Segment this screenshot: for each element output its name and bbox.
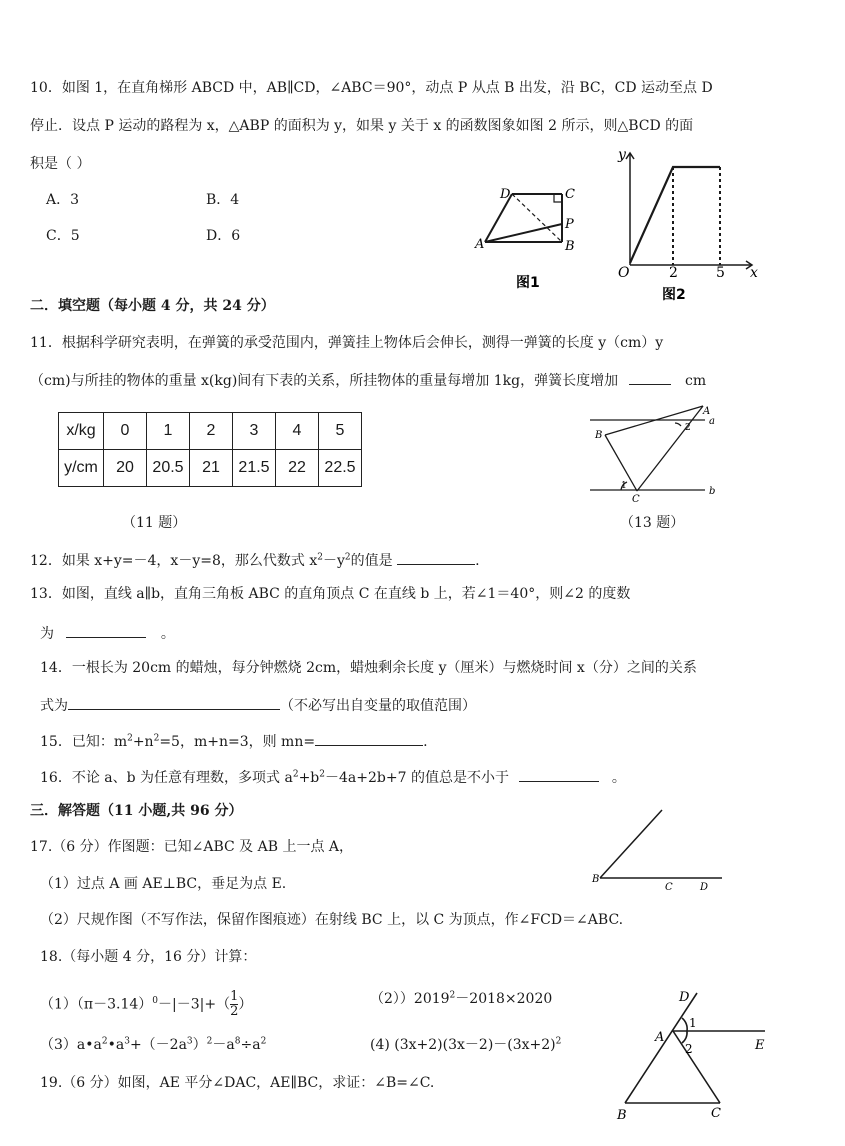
q19-label-d: D [679, 990, 690, 1005]
q10-figure-2 [600, 145, 765, 305]
q18-title: 18.（每小题 4 分，16 分）计算： [40, 949, 257, 965]
q15-exp-1: 2 [127, 733, 133, 744]
q13-label-b: B [595, 430, 603, 441]
q17-label-c: C [665, 882, 673, 893]
q15-text-mid2: =5，m+n=3，则 mn= [159, 734, 316, 750]
q18-fraction-den: 2 [230, 1004, 239, 1019]
q12-text-mid: －y [322, 553, 345, 569]
fig1-label-p: P [565, 217, 574, 232]
section-2-title: 二．填空题（每小题 4 分，共 24 分） [30, 298, 275, 314]
q18-p1-mid: －|－3|+（ [158, 996, 231, 1013]
q18-p2-post: －2018×2020 [455, 991, 553, 1007]
q14-line-2-post: （不必写出自变量的取值范围） [280, 698, 476, 714]
fig1-caption: 图1 [516, 275, 540, 291]
q14-line-2-pre: 式为 [40, 698, 68, 714]
q10-line-2: 停止．设点 P 运动的路程为 x，△ABP 的面积为 y，如果 y 关于 x 的函数图象如图 2 所示，则△BCD 的面 [30, 118, 694, 134]
table-cell: 22 [276, 450, 319, 487]
q17-line-1: 17.（6 分）作图题：已知∠ABC 及 AB 上一点 A， [30, 839, 354, 855]
q16-text-end: 。 [611, 770, 626, 786]
q16-answer-blank[interactable] [519, 767, 599, 782]
q17-label-d: D [700, 882, 709, 893]
table-cell: 2 [190, 413, 233, 450]
q12-text-pre: 12．如果 x+y=－4，x－y=8，那么代数式 x [30, 553, 318, 569]
q10-figure-1 [470, 180, 600, 295]
q11-caption: （11 题） [122, 515, 187, 531]
table-cell: 5 [319, 413, 362, 450]
q17-label-b: B [592, 874, 600, 885]
q12-text-post: 的值是 [350, 553, 393, 569]
table-cell: 22.5 [319, 450, 362, 487]
q18-part-2 [370, 990, 552, 1008]
fig2-label-x: x [750, 265, 758, 281]
table-cell: 20 [104, 450, 147, 487]
q18-p1-exp: 0 [152, 995, 159, 1006]
table-cell: x/kg [59, 413, 104, 450]
q15-line [40, 731, 428, 751]
q17-sub-1: （1）过点 A 画 AE⊥BC，垂足为点 E. [40, 876, 287, 892]
q16-text-mid2: －4a+2b+7 的值总是不小于 [325, 770, 509, 786]
q19-angle-2: 2 [685, 1042, 693, 1056]
q11-line-2-text: （cm)与所挂的物体的重量 x(kg)间有下表的关系，所挂物体的重量每增加 1kg，弹簧长度增加 [30, 373, 619, 389]
q16-exp-2: 2 [319, 769, 325, 780]
q18-p3-c: ） [192, 1037, 207, 1053]
q13-line-2-pre: 为 [40, 626, 54, 642]
q18-p3-d: －a [212, 1037, 235, 1053]
table-cell: 21.5 [233, 450, 276, 487]
q16-exp-1: 2 [292, 769, 299, 780]
q13-label-line-a: a [709, 416, 715, 427]
q11-answer-blank[interactable] [629, 370, 671, 385]
q18-fraction-num: 1 [230, 989, 239, 1004]
table-cell: 3 [233, 413, 276, 450]
q13-label-line-b: b [709, 486, 716, 497]
q16-text-mid1: +b [298, 770, 320, 786]
q18-p3-exp-6: 2 [260, 1036, 267, 1047]
table-row [59, 450, 362, 487]
q18-p3-exp-3: 3 [186, 1036, 193, 1047]
q13-angle-1: 1 [621, 481, 627, 491]
q10-line-3: 积是（ ） [30, 156, 91, 172]
q12-answer-blank[interactable] [397, 550, 475, 565]
q13-angle-2: 2 [685, 423, 691, 433]
q18-p2-pre: （2））2019 [370, 991, 450, 1007]
q11-table [58, 412, 362, 487]
q15-answer-blank[interactable] [315, 731, 423, 746]
q14-line-2 [40, 695, 476, 715]
q18-p3-a: •a [107, 1037, 125, 1053]
q12-exp-1: 2 [317, 552, 323, 563]
table-cell: 4 [276, 413, 319, 450]
q18-p3-exp-4: 2 [206, 1036, 213, 1047]
q19-angle-1: 1 [689, 1016, 697, 1030]
q10-option-c: C．5 [46, 228, 80, 244]
q11-line-2 [30, 370, 706, 390]
q15-exp-2: 2 [153, 733, 160, 744]
q14-line-1: 14．一根长为 20cm 的蜡烛，每分钟燃烧 2cm，蜡烛剩余长度 y（厘米）与燃烧时间 x（分）之间的关系 [40, 660, 697, 676]
q19-label-b: B [617, 1108, 627, 1123]
fig2-tick-2: 2 [669, 265, 678, 281]
q19-label-a: A [655, 1030, 665, 1045]
q16-line [40, 767, 626, 787]
q18-p3-b: +（－2a [129, 1037, 187, 1053]
q13-line-2-post: 。 [160, 626, 175, 642]
q18-part-4 [370, 1036, 561, 1054]
q19-line-1: 19.（6 分）如图，AE 平分∠DAC，AE∥BC，求证：∠B=∠C. [40, 1075, 435, 1091]
q13-label-a: A [703, 406, 711, 417]
q18-p4-text: (4) (3x+2)(3x－2)－(3x+2) [370, 1037, 556, 1053]
q10-line-1: 10．如图 1，在直角梯形 ABCD 中，AB∥CD，∠ABC＝90°，动点 P 从点 B 出发，沿 BC，CD 运动至点 D [30, 80, 713, 96]
fig1-label-b: B [565, 239, 575, 254]
q18-p2-exp: 2 [449, 990, 456, 1001]
q18-p3-pre: （3）a•a [40, 1037, 102, 1053]
q10-option-d: D．6 [206, 228, 241, 244]
table-cell: 20.5 [147, 450, 190, 487]
q13-figure [585, 402, 725, 507]
q18-p3-exp-1: 2 [101, 1036, 108, 1047]
fig1-label-c: C [565, 187, 575, 202]
fig1-label-a: A [475, 237, 485, 252]
table-row [59, 413, 362, 450]
q12-exp-2: 2 [344, 552, 351, 563]
q13-caption: （13 题） [620, 515, 685, 531]
table-cell: y/cm [59, 450, 104, 487]
q10-option-b: B．4 [206, 192, 240, 208]
q18-p4-exp: 2 [555, 1036, 562, 1047]
q14-answer-blank[interactable] [68, 695, 280, 710]
q18-p3-exp-5: 8 [234, 1036, 241, 1047]
fig2-caption: 图2 [662, 287, 686, 303]
q12-text-end: . [475, 553, 480, 569]
fig2-label-y: y [618, 147, 626, 163]
q18-p3-e: ÷a [240, 1037, 261, 1053]
section-3-title: 三．解答题（11 小题,共 96 分） [30, 803, 243, 819]
q13-answer-blank[interactable] [66, 623, 146, 638]
q16-text-pre: 16．不论 a、b 为任意有理数，多项式 a [40, 770, 293, 786]
q19-label-c: C [711, 1106, 721, 1121]
q13-line-1: 13．如图，直线 a∥b，直角三角板 ABC 的直角顶点 C 在直线 b 上，若∠1＝40°，则∠2 的度数 [30, 586, 631, 602]
q11-line-1: 11．根据科学研究表明，在弹簧的承受范围内，弹簧挂上物体后会伸长，测得一弹簧的长度 y（cm）y [30, 335, 664, 351]
q17-figure [590, 800, 730, 895]
q18-p1-pre: （1）（π－3.14） [40, 996, 153, 1013]
q12-line [30, 550, 480, 570]
fig2-label-o: O [618, 265, 630, 281]
fig1-label-d: D [500, 187, 511, 202]
q19-label-e: E [755, 1038, 765, 1053]
table-cell: 1 [147, 413, 190, 450]
fig2-tick-5: 5 [716, 265, 725, 281]
q10-option-a: A．3 [46, 192, 80, 208]
table-cell: 0 [104, 413, 147, 450]
q17-sub-2: （2）尺规作图（不写作法，保留作图痕迹）在射线 BC 上，以 C 为顶点，作∠FCD＝∠ABC. [40, 912, 624, 928]
q18-p1-post: ） [238, 996, 253, 1013]
q18-part-3 [40, 1036, 266, 1054]
q19-figure [605, 985, 775, 1125]
q11-unit: cm [685, 373, 707, 389]
q18-p3-exp-2: 3 [124, 1036, 130, 1047]
q15-text-end: . [423, 734, 428, 750]
q18-part-1 [40, 990, 252, 1019]
q15-text-pre: 15．已知：m [40, 734, 128, 750]
q13-label-c: C [632, 494, 640, 505]
q15-text-mid1: +n [132, 734, 154, 750]
q13-line-2 [40, 623, 175, 643]
table-cell: 21 [190, 450, 233, 487]
